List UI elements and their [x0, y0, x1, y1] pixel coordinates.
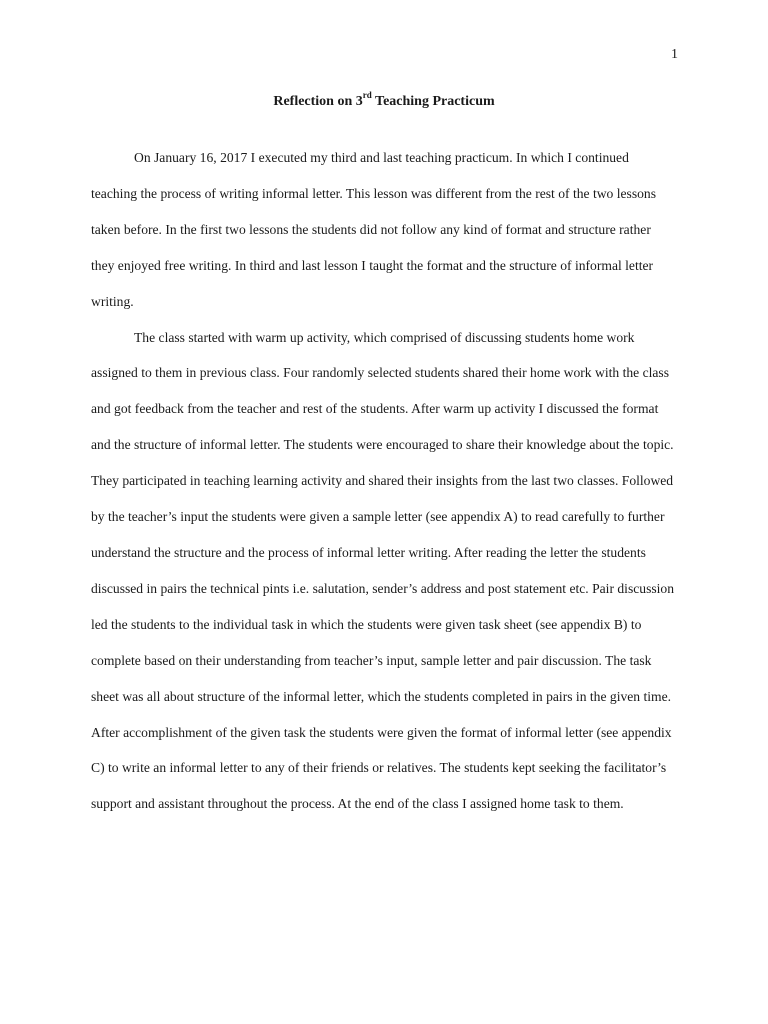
- paragraph-1: On January 16, 2017 I executed my third and last teaching practicum. In which I continued teaching the process of writing informal letter. This lesson was different from the rest of the two lessons taken before. In the first two lessons the students did not follow any kind of format and structure rather they enjoyed free writing. In third and last lesson I taught the format and the structure of informal letter writing.: [91, 150, 657, 309]
- title-superscript: rd: [362, 90, 372, 101]
- document-title: [0, 90, 768, 111]
- title-text: Reflection on 3: [273, 94, 363, 109]
- page-number: 1: [671, 47, 678, 62]
- document-body: [91, 140, 677, 822]
- paragraph-2: The class started with warm up activity, which comprised of discussing students home work assigned to them in previous class. Four randomly selected students shared their home work with the class and got feedback from the teacher and rest of the students. After warm up activity I discussed the format and the structure of informal letter. The students were encouraged to share their knowledge about the topic. They participated in teaching learning activity and shared their insights from the last two classes. Followed by the teacher’s input the students were given a sample letter (see appendix A) to read carefully to further understand the structure and the process of informal letter writing. After reading the letter the students discussed in pairs the technical pints i.e. salutation, sender’s address and post statement etc. Pair discussion led the students to the individual task in which the students were given task sheet (see appendix B) to complete based on their understanding from teacher’s input, sample letter and pair discussion. The task sheet was all about structure of the informal letter, which the students completed in pairs in the given time. After accomplishment of the given task the students were given the format of informal letter (see appendix C) to write an informal letter to any of their friends or relatives. The students kept seeking the facilitator’s support and assistant throughout the process. At the end of the class I assigned home task to them.: [91, 329, 675, 812]
- title-text-rest: Teaching Practicum: [371, 94, 495, 109]
